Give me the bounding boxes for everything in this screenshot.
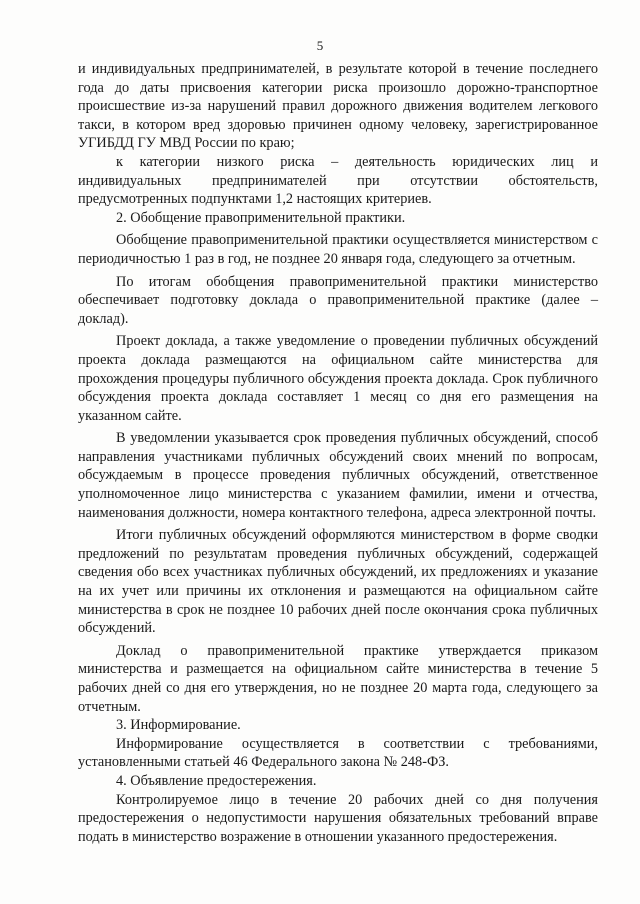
section-heading-informing: 3. Информирование. bbox=[116, 717, 241, 734]
paragraph-notification-contents: В уведомлении указывается срок проведения публичных обсуждений, способ направления участниками публичных обсуждений своих мнений по вопросам, обсуждаемым в процессе проведения публичных обсуждений, ответственное уполномоченное лицо министерства с указанием фамилии, имени и отчества, наименования должности, номера контактного телефона, адреса электронной почты. bbox=[78, 430, 598, 521]
paragraph-low-risk-category: к категории низкого риска – деятельность юридических лиц и индивидуальных предпринимателей при отсутствии обстоятельств, предусмотренных подпунктами 1,2 настоящих критериев. bbox=[78, 153, 598, 208]
paragraph-discussion-results: Итоги публичных обсуждений оформляются министерством в форме сводки предложений по результатам проведения публичных обсуждений, содержащей сведения обо всех участниках публичных обсуждений, их предложениях и указание на их учет или причины их отклонения и размещаются на официальном сайте министерства в срок не позднее 10 рабочих дней после окончания срока публичных обсуждений. bbox=[78, 527, 598, 637]
paragraph-warning-objection: Контролируемое лицо в течение 20 рабочих дней со дня получения предостережения о недопустимости нарушения обязательных требований вправе подать в министерство возражение в отношении указанного предостережения. bbox=[78, 791, 598, 845]
document-body bbox=[78, 60, 598, 846]
paragraph-report-preparation: По итогам обобщения правоприменительной практики министерство обеспечивает подготовку доклада о правоприменительной практике (далее – доклад). bbox=[78, 273, 598, 327]
section-heading-generalization: 2. Обобщение правоприменительной практики. bbox=[116, 209, 406, 226]
paragraph-informing: Информирование осуществляется в соответствии с требованиями, установленными статьей 46 Федерального закона № 248-ФЗ. bbox=[78, 735, 598, 771]
section-heading-warning: 4. Объявление предостережения. bbox=[116, 772, 317, 789]
paragraph-generalization-periodicity: Обобщение правоприменительной практики осуществляется министерством с периодичностью 1 раз в год, не позднее 20 января года, следующего за отчетным. bbox=[78, 232, 598, 267]
page-number: 5 bbox=[316, 38, 324, 53]
paragraph-report-approval: Доклад о правоприменительной практике утверждается приказом министерства и размещается на официальном сайте министерства в течение 5 рабочих дней со дня его утверждения, но не позднее 20 марта года, следующего за отчетным. bbox=[78, 642, 598, 715]
paragraph-risk-category-continuation: и индивидуальных предпринимателей, в результате которой в течение последнего года до даты присвоения категории риска произошло дорожно-транспортное происшествие из-за нарушений правил дорожного движения водителем легкового такси, в котором вред здоровью причинен одному человеку, зарегистрированное УГИБДД ГУ МВД России по краю; bbox=[78, 61, 598, 152]
paragraph-draft-report-publication: Проект доклада, а также уведомление о проведении публичных обсуждений проекта доклада размещаются на официальном сайте министерства для прохождения процедуры публичного обсуждения проекта доклада. Срок публичного обсуждения проекта доклада составляет 1 месяц со дня его размещения на указанном сайте. bbox=[78, 333, 598, 424]
